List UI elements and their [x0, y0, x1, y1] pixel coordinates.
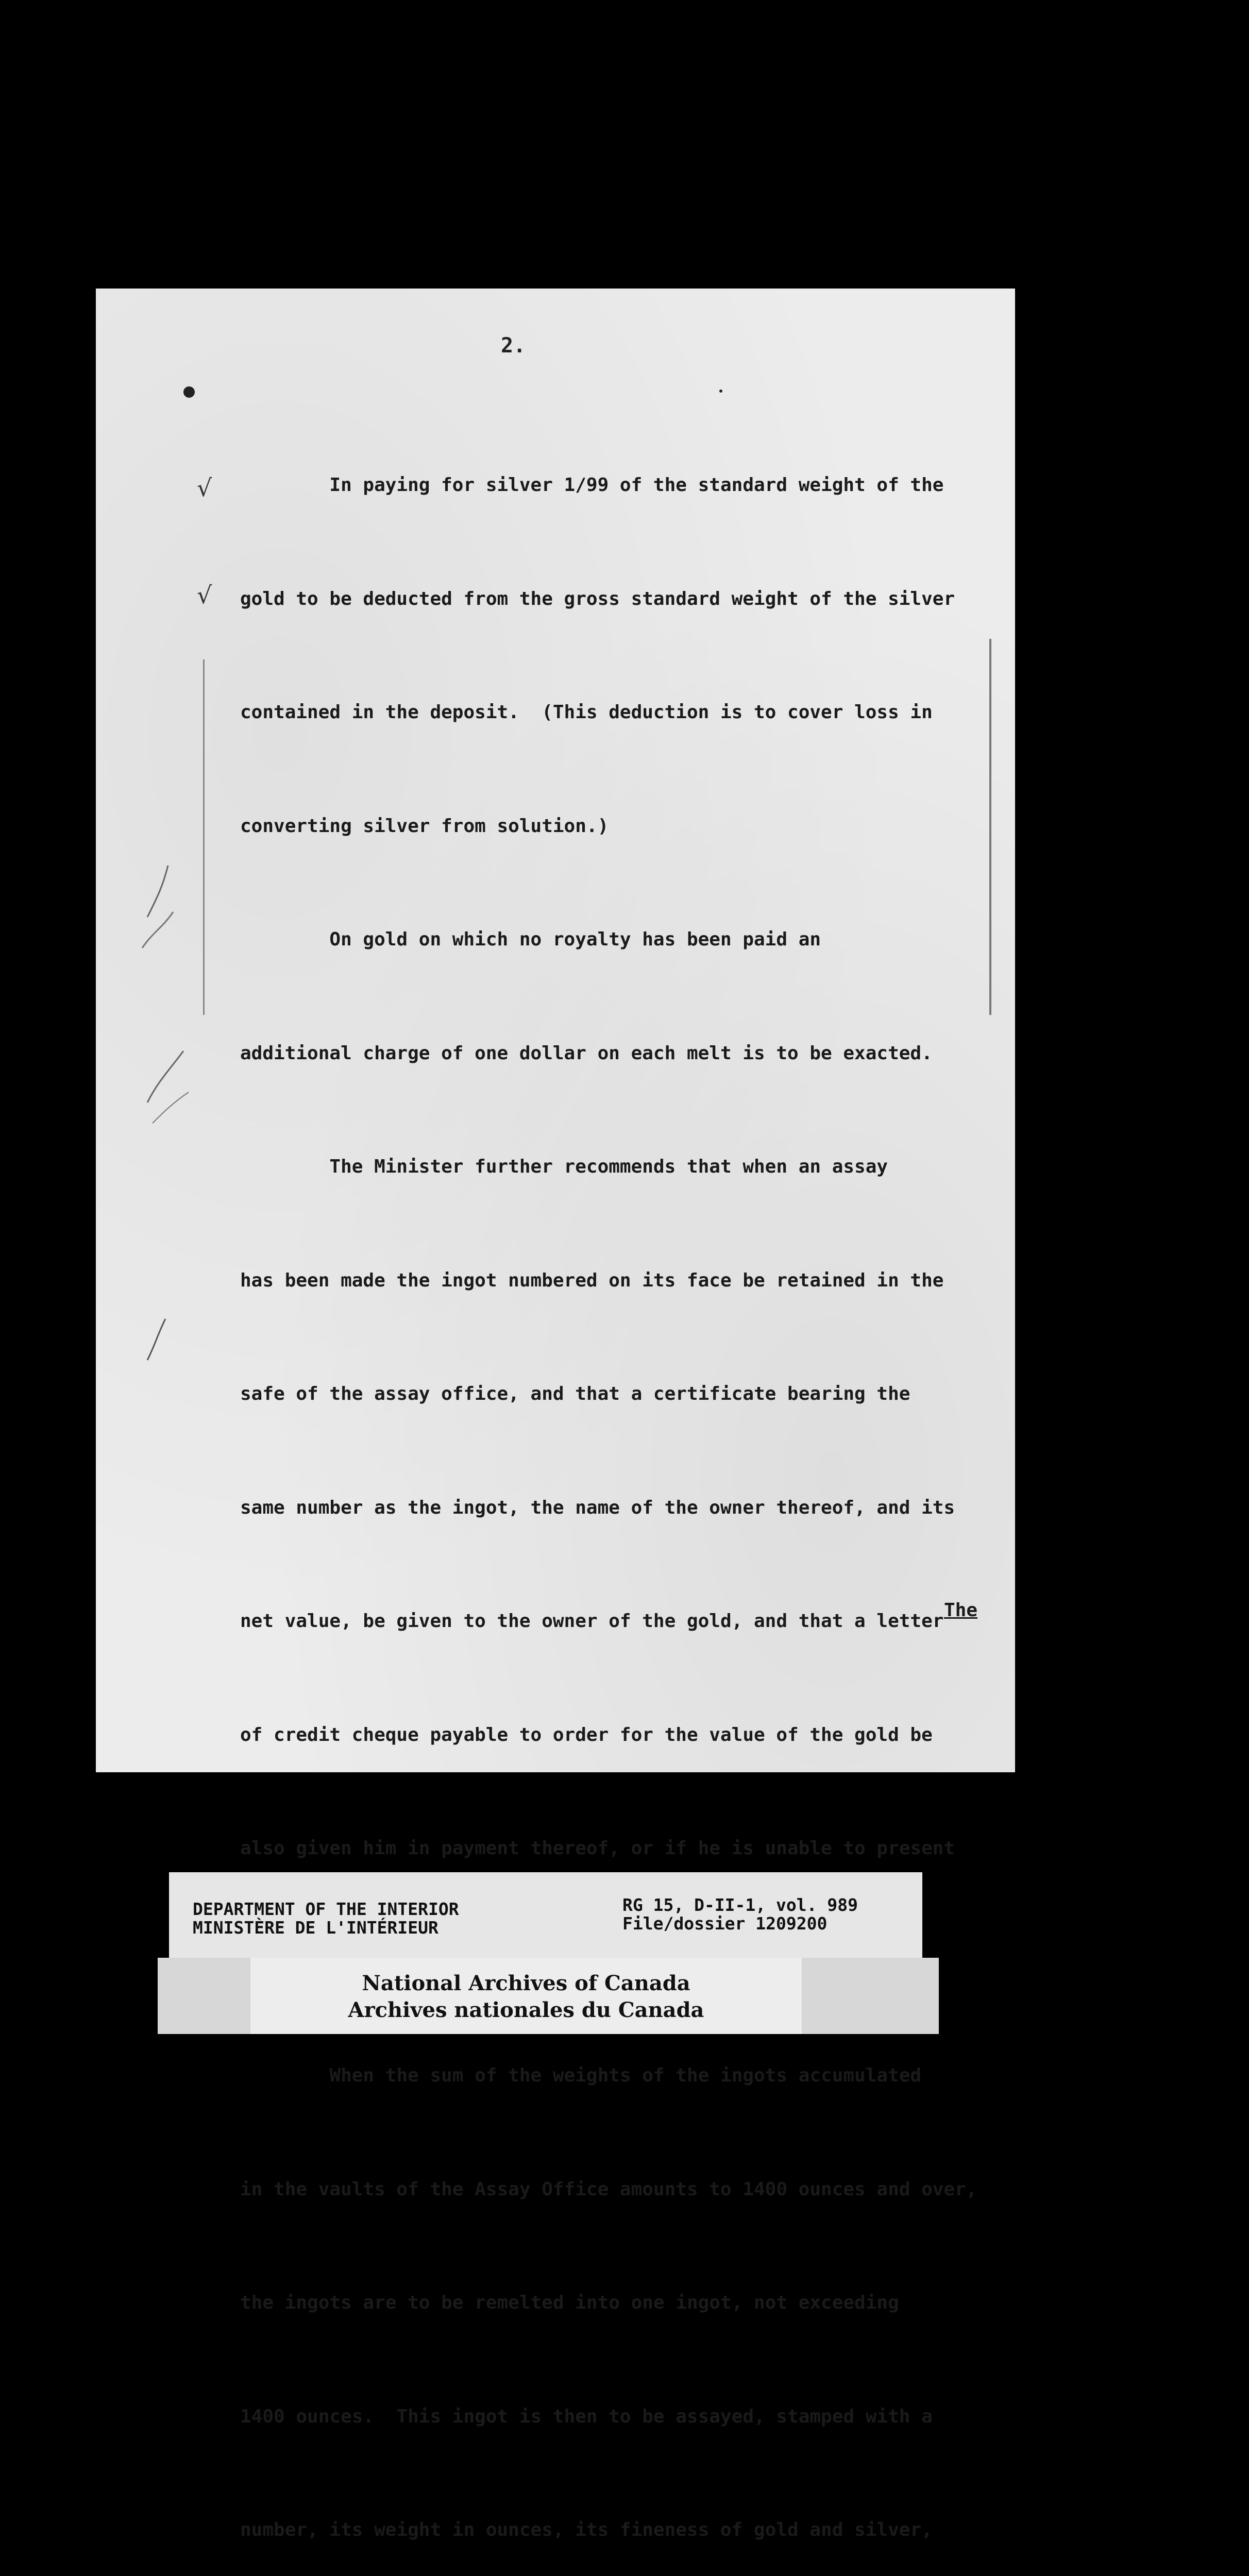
text-line: gold to be deducted from the gross standard weight of the silver [240, 588, 955, 609]
catchword: The [944, 1600, 978, 1621]
archives-name-fr: Archives nationales du Canada [348, 1998, 704, 2022]
handwritten-margin-notes [127, 855, 230, 1370]
checkmark-icon: √ [197, 581, 212, 609]
archives-label-inner [250, 1958, 802, 2034]
text-line: of credit cheque payable to order for the value of the gold be [240, 1724, 933, 1745]
record-group-ref: RG 15, D-II-1, vol. 989 [622, 1895, 858, 1915]
text-line: contained in the deposit. (This deduction is to cover loss in [240, 702, 933, 723]
department-stamp [169, 1872, 922, 1959]
text-line: When the sum of the weights of the ingots accumulated [240, 2065, 922, 2086]
text-line: same number as the ingot, the name of the owner thereof, and its [240, 1497, 955, 1518]
archives-name-en: National Archives of Canada [362, 1971, 690, 1995]
text-line: On gold on which no royalty has been paid an [240, 929, 821, 950]
file-number: File/dossier 1209200 [622, 1913, 828, 1934]
department-name-en: DEPARTMENT OF THE INTERIOR [193, 1899, 459, 1919]
text-line: the ingots are to be remelted into one ingot, not exceeding [240, 2292, 899, 2313]
text-line: additional charge of one dollar on each melt is to be exacted. [240, 1042, 933, 1064]
letter-body [240, 391, 1013, 2576]
ink-blot [183, 386, 195, 398]
text-line: has been made the ingot numbered on its face be retained in the [240, 1269, 944, 1291]
text-line: 1400 ounces. This ingot is then to be assayed, stamped with a [240, 2405, 933, 2427]
text-line: number, its weight in ounces, its fineness of gold and silver, [240, 2519, 933, 2540]
text-line: In paying for silver 1/99 of the standard weight of the [240, 474, 944, 496]
department-name-fr: MINISTÈRE DE L'INTÉRIEUR [193, 1918, 438, 1938]
text-line: safe of the assay office, and that a certificate bearing the [240, 1383, 910, 1404]
text-line: in the vaults of the Assay Office amounts to 1400 ounces and over, [240, 2178, 977, 2200]
text-line: converting silver from solution.) [240, 815, 609, 837]
text-line: The Minister further recommends that when an assay [240, 1156, 888, 1177]
checkmark-icon: √ [197, 474, 212, 502]
archives-label [158, 1958, 939, 2034]
page-number: 2. [501, 334, 526, 358]
text-line: net value, be given to the owner of the gold, and that a letter [240, 1611, 944, 1632]
text-line: also given him in payment thereof, or if he is unable to present [240, 1838, 955, 1859]
